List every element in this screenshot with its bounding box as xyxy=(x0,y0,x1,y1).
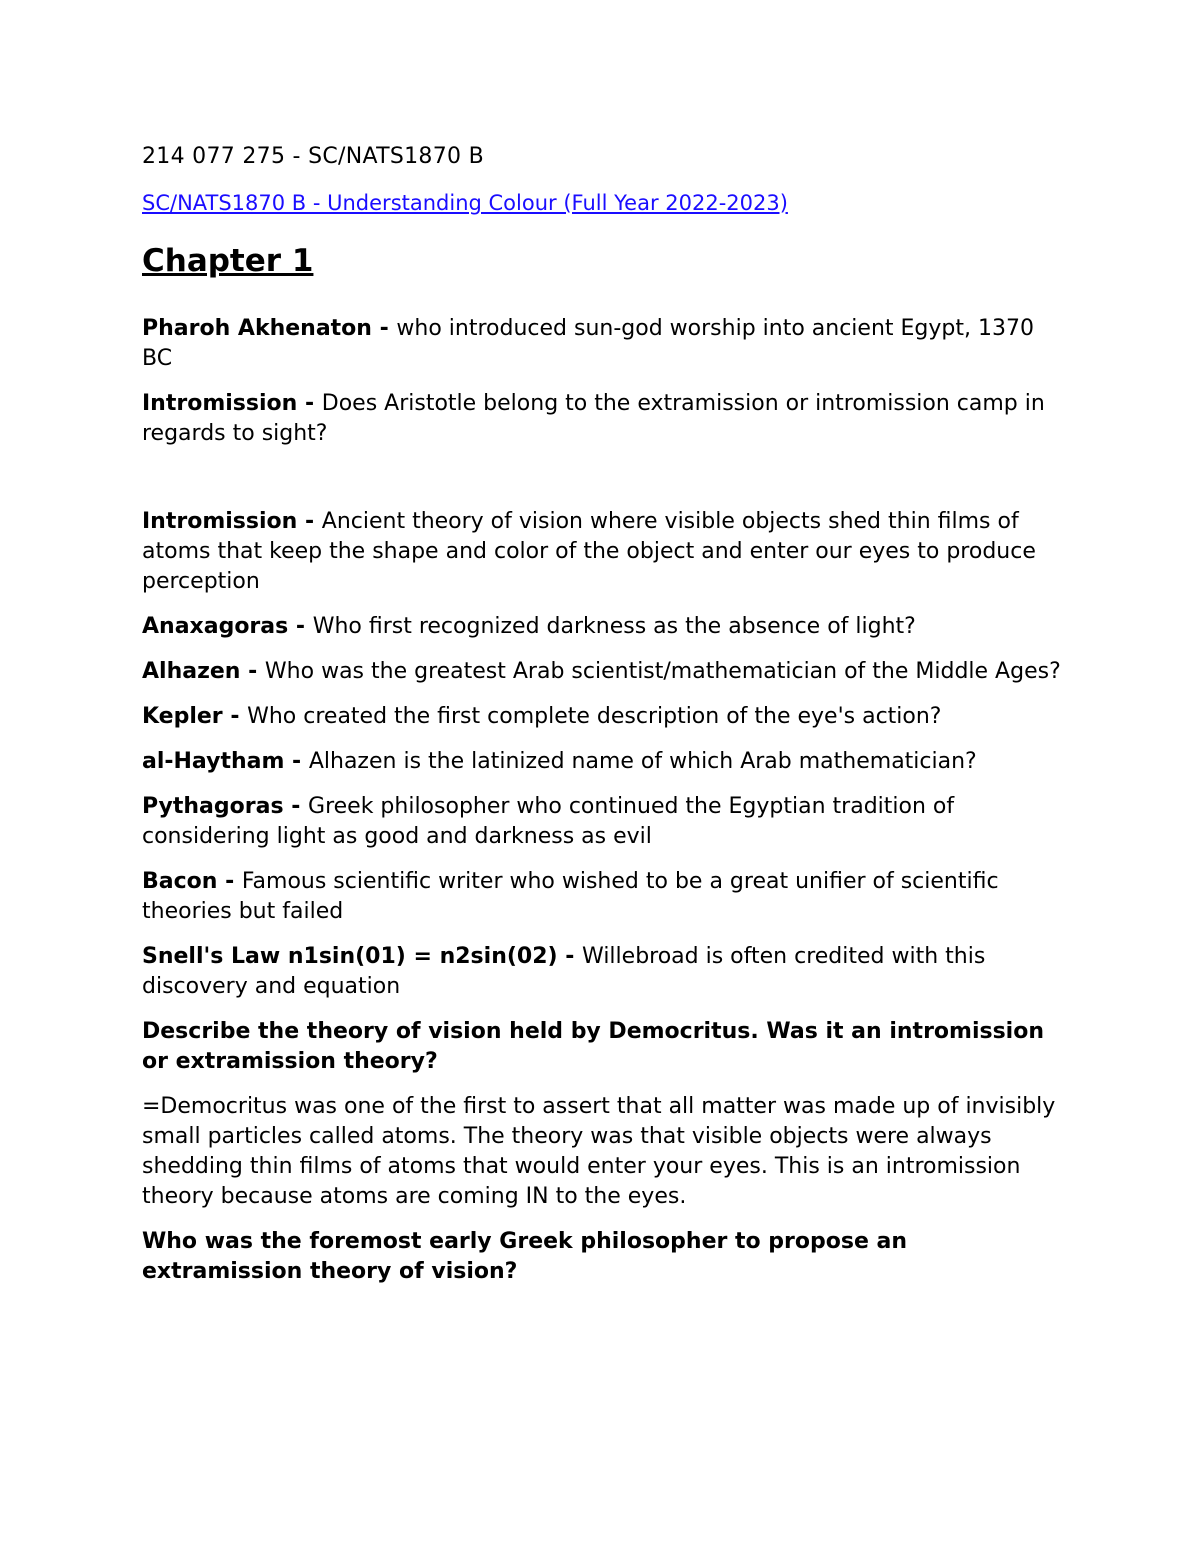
question-heading: Who was the foremost early Greek philosopher to propose an extramission theory of vision? xyxy=(142,1229,908,1284)
term-definition: Does Aristotle belong to the extramission or intromission camp in regards to sight? xyxy=(142,391,1045,446)
term-entry xyxy=(142,792,1062,852)
term-definition: Greek philosopher who continued the Egyptian tradition of considering light as good and darkness as evil xyxy=(142,794,955,849)
term-separator: - xyxy=(297,391,322,416)
term-entry xyxy=(142,867,1062,927)
term-separator: - xyxy=(240,659,265,684)
term-separator: - xyxy=(284,749,309,774)
course-link[interactable]: SC/NATS1870 B - Understanding Colour (Full Year 2022-2023) xyxy=(142,191,788,215)
chapter-title: Chapter 1 xyxy=(142,243,314,279)
term-entry xyxy=(142,314,1062,374)
term-entry xyxy=(142,747,1062,777)
term-separator: - xyxy=(557,944,583,969)
term-label: Anaxagoras xyxy=(142,614,289,639)
term-separator: - xyxy=(283,794,309,819)
term-separator: - xyxy=(297,509,322,534)
document-page xyxy=(142,142,1062,1287)
term-entry xyxy=(142,507,1062,597)
term-entry xyxy=(142,942,1062,1002)
term-definition: Willebroad is often credited with this discovery and equation xyxy=(142,944,986,999)
term-label: Bacon xyxy=(142,869,218,894)
term-label: al-Haytham xyxy=(142,749,285,774)
term-label: Snell's Law n1sin(01) = n2sin(02) xyxy=(142,944,558,969)
term-label: Pythagoras xyxy=(142,794,284,819)
term-entry xyxy=(142,657,1062,687)
course-code-heading: 214 077 275 - SC/NATS1870 B xyxy=(142,144,484,169)
term-label: Intromission xyxy=(142,509,298,534)
term-definition: Alhazen is the latinized name of which Arab mathematician? xyxy=(308,749,977,774)
term-definition: Famous scientific writer who wished to be a great unifier of scientific theories but failed xyxy=(142,869,999,924)
question-answer: =Democritus was one of the first to assert that all matter was made up of invisibly small particles called atoms. The theory was that visible objects were always shedding thin films of atoms that would enter your eyes. This is an intromission theory because atoms are coming IN to the eyes. xyxy=(142,1094,1056,1209)
term-definition: Who created the first complete description of the eye's action? xyxy=(247,704,942,729)
term-separator: - xyxy=(222,704,248,729)
term-label: Kepler xyxy=(142,704,223,729)
term-definition: Ancient theory of vision where visible objects shed thin films of atoms that keep the shape and color of the object and enter our eyes to produce perception xyxy=(142,509,1036,594)
term-label: Pharoh Akhenaton xyxy=(142,316,372,341)
term-entry xyxy=(142,612,1062,642)
term-label: Alhazen xyxy=(142,659,241,684)
term-separator: - xyxy=(217,869,242,894)
term-label: Intromission xyxy=(142,391,298,416)
question-heading: Describe the theory of vision held by Democritus. Was it an intromission or extramission theory? xyxy=(142,1019,1044,1074)
term-separator: - xyxy=(371,316,397,341)
term-definition: who introduced sun-god worship into ancient Egypt, 1370 BC xyxy=(142,316,1034,371)
term-entry xyxy=(142,702,1062,732)
term-separator: - xyxy=(288,614,313,639)
term-entry xyxy=(142,389,1062,449)
term-definition: Who first recognized darkness as the absence of light? xyxy=(312,614,916,639)
term-definition: Who was the greatest Arab scientist/mathematician of the Middle Ages? xyxy=(264,659,1061,684)
